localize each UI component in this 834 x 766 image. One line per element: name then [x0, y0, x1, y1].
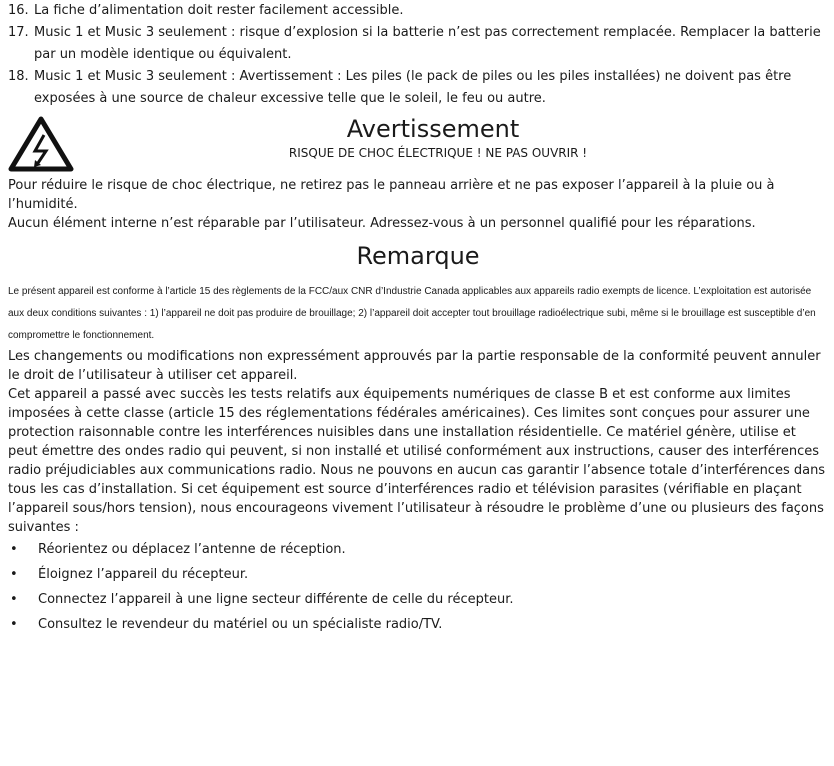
class-b-notice: Cet appareil a passé avec succès les tests relatifs aux équipements numériques de classe B et est conforme aux limites imposées à cette classe (article 15 des réglementations fédérales américaines). Ces limites sont conçues pour assurer une protection raisonnable contre les interférences nuisibles dans une installation résidentielle. Ce matériel génère, utilise et peut émettre des ondes radio qui peuvent, si non installé et utilisé conformément aux instructions, causer des interférences radio préjudiciables aux communications radio. Nous ne pouvons en aucun cas garantir l’absence totale d’interférences dans tous les cas d’installation. Si cet équipement est source d’interférences radio et télévision parasites (vérifiable en plaçant l’appareil sous/hors tension), nous encourageons vivement l’utilisateur à résoudre le problème d’une ou plusieurs des façons suivantes : — [8, 387, 826, 535]
remarque-title: Remarque — [356, 242, 480, 270]
list-item — [8, 0, 828, 22]
fcc-notice: Le présent appareil est conforme à l’article 15 des règlements de la FCC/aux CNR d’Industrie Canada applicables aux appareils radio exempts de licence. L’exploitation est autorisée aux deux conditions suivantes : 1) l’appareil ne doit pas produire de brouillage; 2) l’appareil doit accepter tout brouillage radioélectrique subi, même si le brouillage est susceptible d’en compromettre le fonctionnement. — [8, 286, 816, 341]
electric-shock-warning-icon — [8, 116, 74, 172]
warning-header — [8, 114, 828, 176]
item-number: 18. — [8, 69, 29, 84]
remedy-list — [8, 537, 828, 637]
list-item: • Réorientez ou déplacez l’antenne de réception. — [8, 537, 828, 562]
list-item: • Consultez le revendeur du matériel ou un spécialiste radio/TV. — [8, 612, 828, 637]
list-item — [8, 66, 828, 110]
numbered-list — [8, 0, 828, 110]
item-text: La fiche d’alimentation doit rester facilement accessible. — [34, 3, 404, 18]
warning-paragraph-1: Pour réduire le risque de choc électrique, ne retirez pas le panneau arrière et ne pas exposer l’appareil à la pluie ou à l’humidité. — [8, 178, 775, 212]
list-item: • Éloignez l’appareil du récepteur. — [8, 562, 828, 587]
list-item: • Connectez l’appareil à une ligne secteur différente de celle du récepteur. — [8, 587, 828, 612]
bullet-text: Connectez l’appareil à une ligne secteur différente de celle du récepteur. — [38, 592, 514, 607]
bullet-text: Éloignez l’appareil du récepteur. — [38, 567, 249, 582]
bullet-text: Réorientez ou déplacez l’antenne de réception. — [38, 542, 346, 557]
bullet-text: Consultez le revendeur du matériel ou un spécialiste radio/TV. — [38, 617, 443, 632]
warning-paragraph-2: Aucun élément interne n’est réparable par l’utilisateur. Adressez-vous à un personnel qualifié pour les réparations. — [8, 216, 756, 231]
item-text: Music 1 et Music 3 seulement : Avertissement : Les piles (le pack de piles ou les piles installées) ne doivent pas être exposées à une source de chaleur excessive telle que le soleil, le feu ou autre. — [34, 69, 792, 106]
item-number: 17. — [8, 25, 29, 40]
item-number: 16. — [8, 3, 29, 18]
item-text: Music 1 et Music 3 seulement : risque d’explosion si la batterie n’est pas correctement remplacée. Remplacer la batterie par un modèle identique ou équivalent. — [34, 25, 821, 62]
modification-notice: Les changements ou modifications non expressément approuvés par la partie responsable de la conformité peuvent annuler le droit de l’utilisateur à utiliser cet appareil. — [8, 349, 821, 383]
warning-subtitle: RISQUE DE CHOC ÉLECTRIQUE ! NE PAS OUVRIR ! — [288, 146, 588, 160]
warning-title: Avertissement — [346, 115, 520, 143]
list-item — [8, 22, 828, 66]
